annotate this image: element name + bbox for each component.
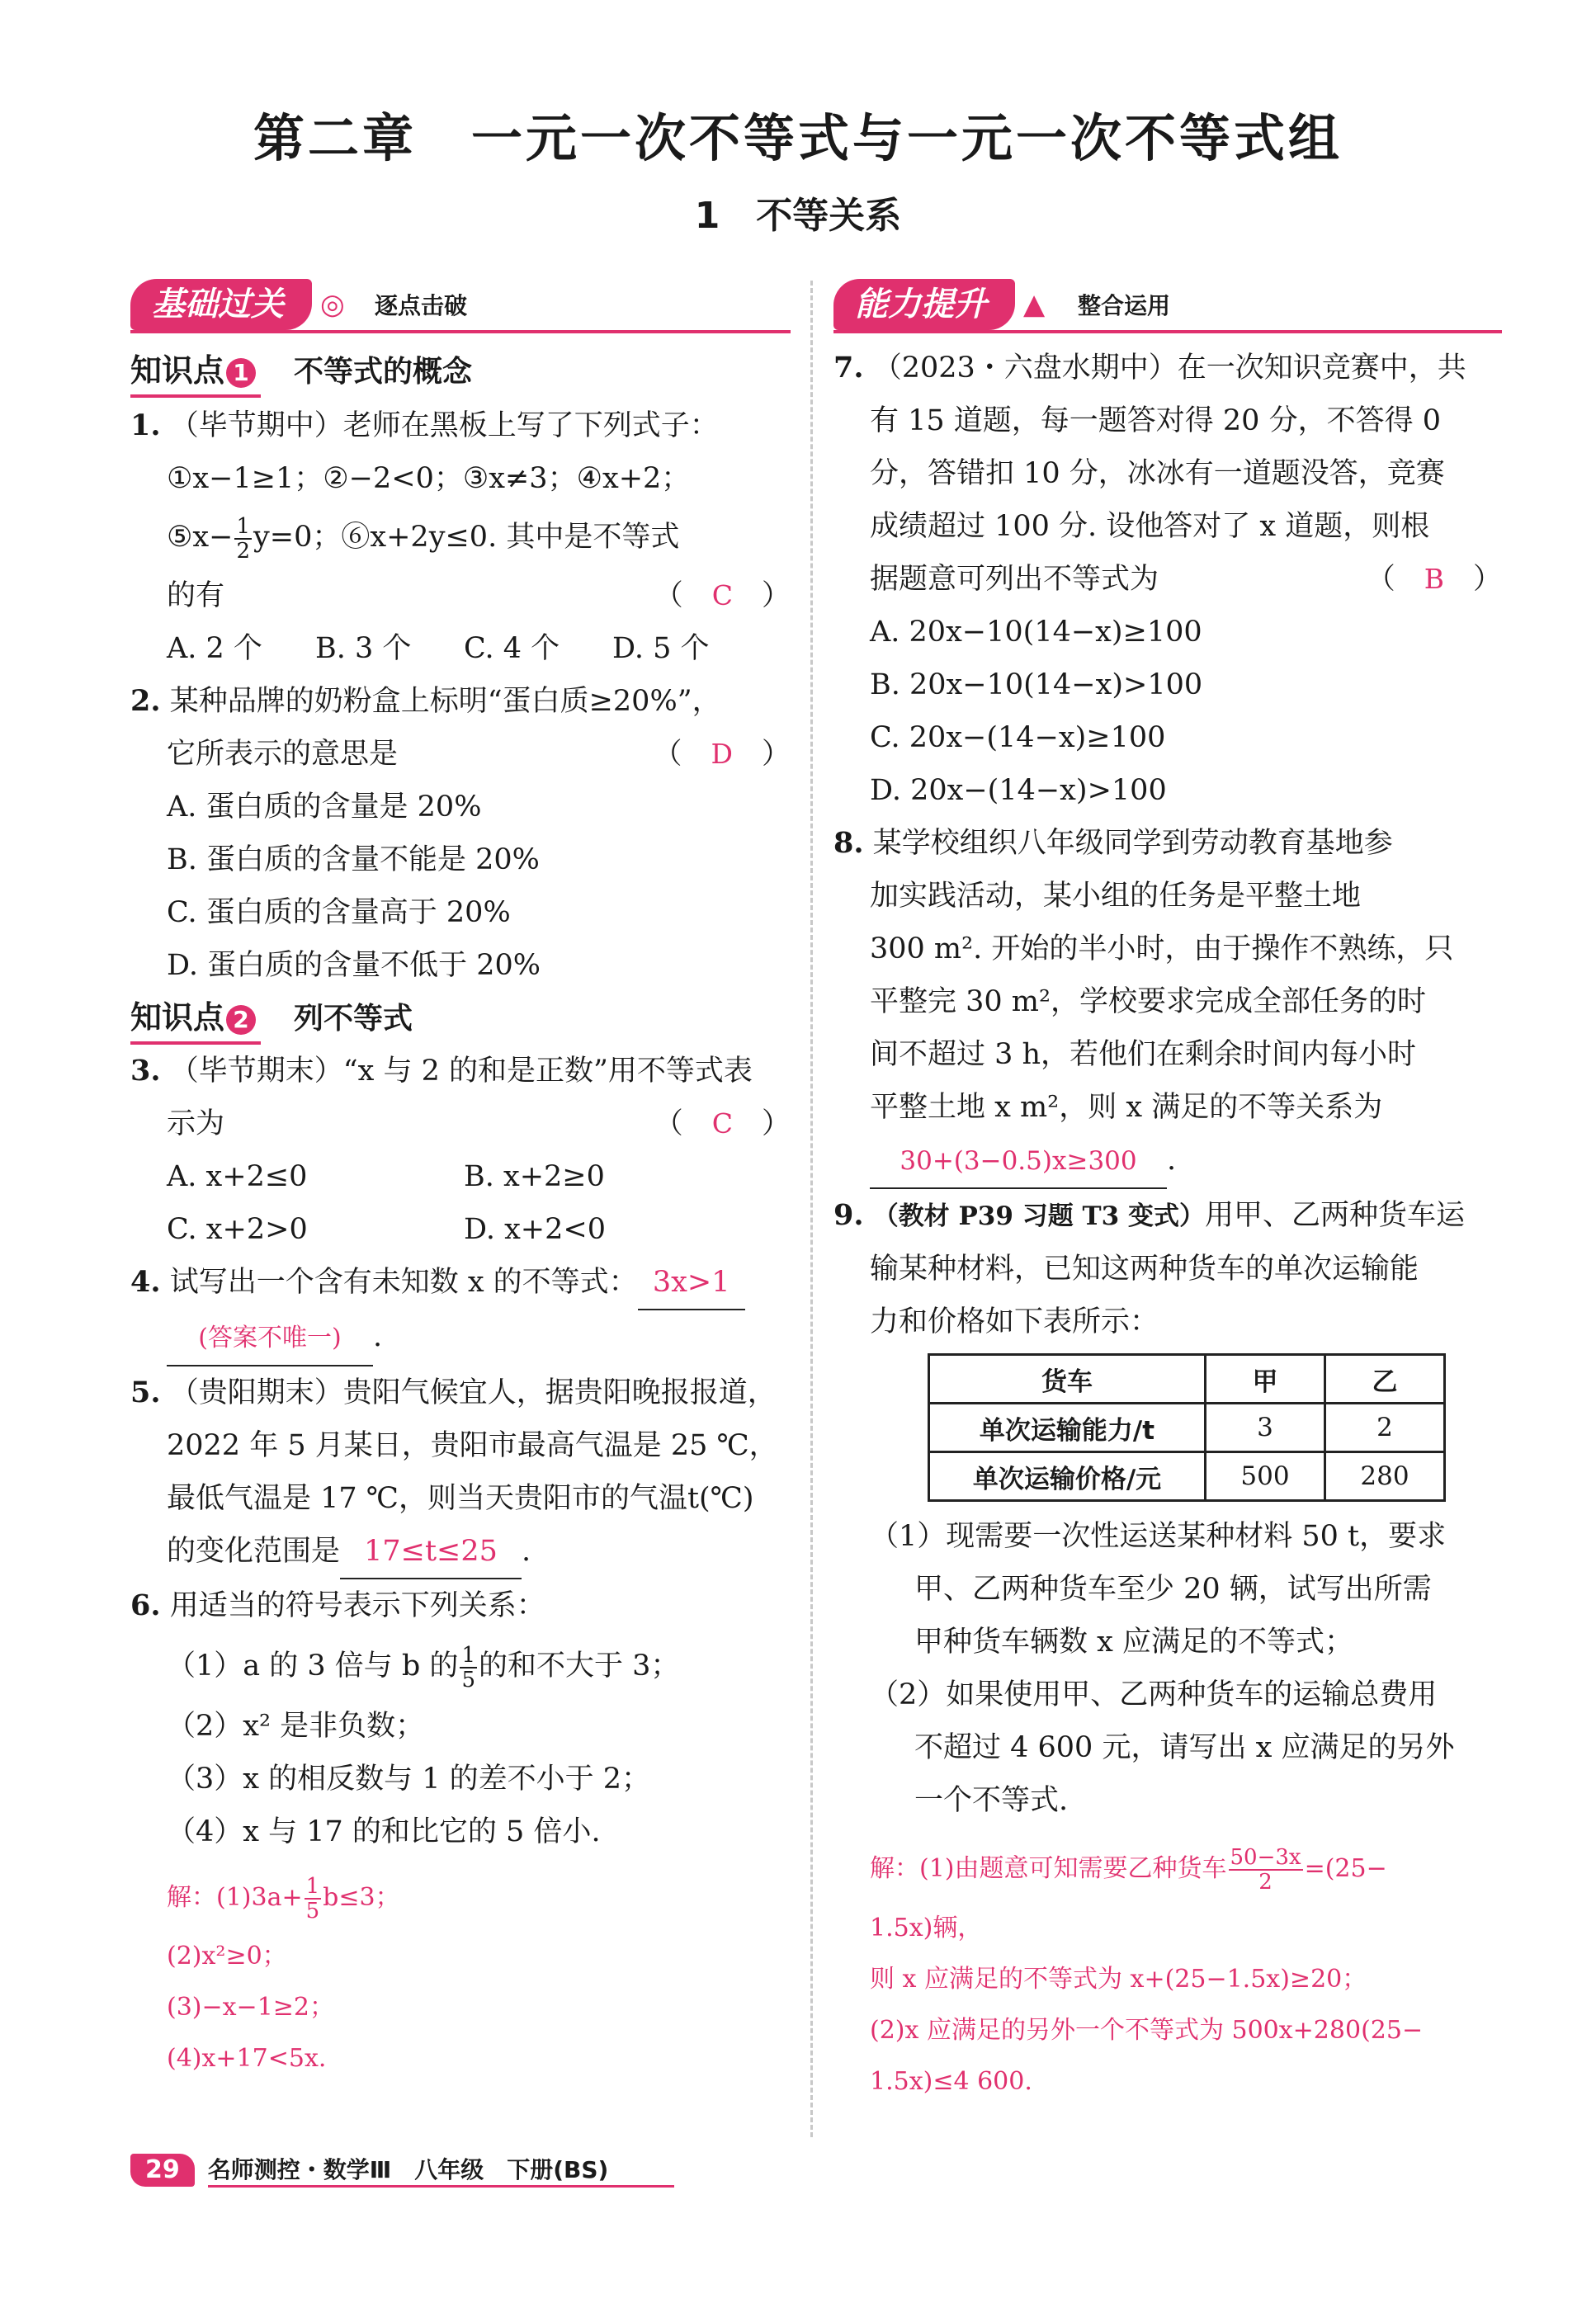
table-cell: 3 (1206, 1404, 1325, 1452)
question-text: 据题意可列出不等式为 (870, 563, 1159, 596)
question-6 (130, 1579, 791, 2084)
option-c: C. 蛋白质的含量高于 20% (167, 896, 511, 929)
chapter-title: 第二章 一元一次不等式与一元一次不等式组 (253, 108, 1343, 168)
question-text: 2022 年 5 月某日，贵阳市最高气温是 25 ℃， (167, 1429, 778, 1462)
answer: C (711, 1107, 733, 1140)
question-text: 用适当的符号表示下列关系： (169, 1589, 545, 1622)
table-header: 甲 (1206, 1355, 1325, 1404)
question-text: ⑤x− (167, 521, 234, 554)
knowledge-point-2 (130, 994, 791, 1041)
answer: 17≤t≤25 (340, 1525, 522, 1579)
question-text: （2）x² 是非负数； (167, 1710, 425, 1743)
question-text: 平整完 30 m²，学校要求完成全部任务的时 (870, 985, 1427, 1018)
sub-question: （2）如果使用甲、乙两种货车的运输总费用 (870, 1678, 1438, 1711)
solution-text: (3)−x−1≥2； (167, 1993, 334, 2022)
knowledge-point-1 (130, 347, 791, 394)
question-text: 力和价格如下表所示： (870, 1305, 1159, 1338)
question-text: ①x−1≥1；②−2<0；③x≠3；④x+2； (167, 462, 691, 495)
sub-question: 一个不等式. (914, 1784, 1069, 1817)
question-text: 分，答错扣 10 分，冰冰有一道题没答，竞赛 (870, 457, 1445, 490)
solution-text: 解：(1)3a+ (167, 1883, 303, 1912)
answer-note: (答案不唯一) (167, 1312, 373, 1366)
question-text: （3）x 的相反数与 1 的差不小于 2； (167, 1763, 651, 1796)
fraction: $\frac{1}{2}$ (236, 513, 250, 564)
question-text: （毕节期中）老师在黑板上写了下列式子： (169, 409, 719, 442)
question-text: 的变化范围是 (167, 1535, 341, 1568)
sub-question: 甲、乙两种货车至少 20 辆，试写出所需 (914, 1573, 1432, 1606)
question-text: 试写出一个含有未知数 x 的不等式： (169, 1266, 638, 1299)
table-cell: 500 (1206, 1452, 1325, 1501)
page-footer (130, 2152, 674, 2190)
sub-question: 不超过 4 600 元，请写出 x 应满足的另外 (914, 1731, 1455, 1764)
table-cell: 单次运输价格/元 (929, 1452, 1206, 1501)
sub-question: 甲种货车辆数 x 应满足的不等式； (914, 1626, 1353, 1659)
table-cell: 280 (1325, 1452, 1445, 1501)
question-text: 用甲、乙两种货车运 (1204, 1199, 1465, 1232)
option-c: C. 20x−(14−x)≥100 (870, 721, 1166, 754)
kp-label: 知识点 (130, 352, 225, 389)
truck-table (928, 1353, 1446, 1502)
footer-text: 名师测控・数学Ⅲ 八年级 下册(BS) (208, 2152, 675, 2188)
option-a: A. 20x−10(14−x)≥100 (870, 616, 1202, 649)
option-b: B. 3 个 (315, 632, 412, 665)
fraction: $\frac{50-3x}{2}$ (1230, 1845, 1301, 1895)
kp-name: 列不等式 (294, 1002, 413, 1036)
question-number: 9. (833, 1198, 864, 1232)
option-d: D. 20x−(14−x)>100 (870, 774, 1167, 807)
options (130, 622, 791, 675)
question-text: 某学校组织八年级同学到劳动教育基地参 (872, 827, 1393, 860)
option-c: C. 4 个 (464, 632, 560, 665)
solution-text: 解：(1)由题意可知需要乙种货车 (870, 1854, 1227, 1883)
kp-label: 知识点 (130, 999, 225, 1036)
question-number: 5. (130, 1376, 161, 1409)
question-1: 1. （毕节期中）老师在黑板上写了下列式子： ①x−1≥1；②−2<0；③x≠3；④x+2； ⑤x− $\frac{1}{2}$ y=0；⑥x+2y≤0. 其中是不等式 的有 （ C ） A. 2 个 B. 3 个 C. 4 个 D. 5 个 (130, 399, 791, 675)
solution-9 (833, 1835, 1502, 1903)
option-a: A. x+2≤0 (167, 1160, 308, 1193)
target-icon: ◎ (320, 288, 345, 321)
kp-number: 2 (226, 1005, 256, 1035)
question-8: 8. 某学校组织八年级同学到劳动教育基地参 加实践活动，某小组的任务是平整土地 300 m². 开始的半小时，由于操作不熟练，只 平整完 30 m²，学校要求完成全部任务的时 间不超过 3 h，若他们在剩余时间内每小时 平整土地 x m²，则 x 满足的不等关系为 30+(3−0.5)x≥300 . (833, 817, 1502, 1189)
question-text: （贵阳期末）贵阳气候宜人，据贵阳晚报报道， (169, 1376, 777, 1409)
answer: C (711, 579, 733, 611)
answer: D (711, 738, 733, 770)
question-text: 最低气温是 17 ℃，则当天贵阳市的气温t(℃) (167, 1482, 754, 1515)
answer: B (1424, 563, 1444, 595)
question-text: （4）x 与 17 的和比它的 5 倍小. (167, 1815, 601, 1848)
page-number: 29 (130, 2154, 195, 2187)
question-3: 3. （毕节期末）“x 与 2 的和是正数”用不等式表 示为 （ C ） A. x+2≤0 B. x+2≥0 C. x+2>0 D. x+2<0 (130, 1045, 791, 1256)
question-text: 300 m². 开始的半小时，由于操作不熟练，只 (870, 932, 1454, 965)
option-d: D. 5 个 (612, 632, 710, 665)
question-text: y=0；⑥x+2y≤0. 其中是不等式 (253, 521, 680, 554)
option-d: D. 蛋白质的含量不低于 20% (167, 949, 541, 982)
question-text: 的和不大于 3； (478, 1650, 680, 1683)
solution-text: =(25− (1304, 1854, 1387, 1883)
question-text: 的有 (167, 579, 225, 612)
question-7: 7. （2023・六盘水期中）在一次知识竞赛中，共 有 15 道题，每一题答对得 20 分，不答得 0 分，答错扣 10 分，冰冰有一道题没答，竞赛 成绩超过 100 分. 设他答对了 x 道题，则根 据题意可列出不等式为 （ B ） A. 20x−10(14−x)≥100 B. 20x−10(14−x)>100 C. 20x−(14−x)≥100 D. 20x−(14−x)>100 (833, 342, 1502, 817)
rocket-icon: ▲ (1023, 288, 1046, 321)
answer: 3x>1 (638, 1256, 745, 1310)
solution-6 (130, 1865, 791, 1931)
fraction: $\frac{1}{5}$ (305, 1874, 320, 1923)
table-cell: 单次运输能力/t (929, 1404, 1206, 1452)
table-header-row (929, 1355, 1445, 1404)
table-cell: 2 (1325, 1404, 1445, 1452)
banner-ability (833, 279, 1502, 333)
option-a: A. 蛋白质的含量是 20% (167, 791, 482, 824)
option-a: A. 2 个 (167, 632, 262, 665)
question-text: 示为 (167, 1107, 225, 1140)
solution-text: (2)x 应满足的另外一个不等式为 500x+280(25− (870, 2016, 1424, 2045)
section-title: 1 不等关系 (694, 195, 902, 237)
question-text: （2023・六盘水期中）在一次知识竞赛中，共 (872, 352, 1466, 385)
solution-text: 1.5x)辆， (870, 1914, 983, 1942)
sub-question: （1）现需要一次性运送某种材料 50 t，要求 (870, 1520, 1447, 1553)
question-text: （1）a 的 3 倍与 b 的 (167, 1650, 459, 1683)
table-header: 乙 (1325, 1355, 1445, 1404)
option-c: C. x+2>0 (167, 1213, 308, 1246)
option-b: B. 20x−10(14−x)>100 (870, 668, 1203, 701)
fraction: $\frac{1}{5}$ (461, 1642, 475, 1692)
option-b: B. 蛋白质的含量不能是 20% (167, 843, 540, 876)
question-4: 4. 试写出一个含有未知数 x 的不等式： 3x>1 (答案不唯一) . (130, 1256, 791, 1366)
banner-sub: 逐点击破 (375, 292, 468, 319)
question-text: 某种品牌的奶粉盒上标明“蛋白质≥20%”， (169, 685, 721, 718)
question-5: 5. （贵阳期末）贵阳气候宜人，据贵阳晚报报道， 2022 年 5 月某日，贵阳市最高气温是 25 ℃， 最低气温是 17 ℃，则当天贵阳市的气温t(℃) 的变化范围是 17≤t≤25 . (130, 1366, 791, 1579)
question-text: 输某种材料，已知这两种货车的单次运输能 (870, 1253, 1419, 1286)
question-text: 加实践活动，某小组的任务是平整土地 (870, 880, 1362, 913)
question-2: 2. 某种品牌的奶粉盒上标明“蛋白质≥20%”， 它所表示的意思是 （ D ） A. 蛋白质的含量是 20% B. 蛋白质的含量不能是 20% C. 蛋白质的含量高于 20% D. 蛋白质的含量不低于 20% (130, 675, 791, 992)
question-source: （教材 P39 习题 T3 变式） (872, 1201, 1205, 1231)
column-divider (810, 281, 813, 2137)
left-column (130, 279, 791, 2084)
question-number: 3. (130, 1054, 161, 1088)
question-number: 4. (130, 1265, 161, 1299)
question-number: 2. (130, 684, 161, 718)
question-text: 它所表示的意思是 (167, 738, 399, 771)
banner-sub: 整合运用 (1078, 292, 1171, 319)
option-d: D. x+2<0 (464, 1213, 606, 1246)
solution-text: 则 x 应满足的不等式为 x+(25−1.5x)≥20； (870, 1965, 1367, 1994)
solution-text: b≤3； (323, 1883, 400, 1912)
banner-label: 能力提升 (833, 279, 1015, 330)
question-number: 6. (130, 1588, 161, 1622)
table-header: 货车 (929, 1355, 1206, 1404)
question-text: 平整土地 x m²，则 x 满足的不等关系为 (870, 1091, 1383, 1124)
table-row (929, 1452, 1445, 1501)
question-text: 有 15 道题，每一题答对得 20 分，不答得 0 (870, 404, 1441, 437)
banner-basic (130, 279, 791, 333)
option-b: B. x+2≥0 (464, 1160, 605, 1193)
question-9 (833, 1189, 1502, 2107)
solution-text: 1.5x)≤4 600. (870, 2067, 1032, 2096)
question-number: 8. (833, 826, 864, 860)
question-text: 间不超过 3 h，若他们在剩余时间内每小时 (870, 1038, 1417, 1071)
answer: 30+(3−0.5)x≥300 (870, 1135, 1167, 1189)
question-number: 1. (130, 408, 161, 442)
table-row (929, 1404, 1445, 1452)
question-text: （毕节期末）“x 与 2 的和是正数”用不等式表 (169, 1055, 753, 1088)
solution-text: (4)x+17<5x. (167, 2044, 327, 2073)
question-text: 成绩超过 100 分. 设他答对了 x 道题，则根 (870, 510, 1430, 543)
solution-text: (2)x²≥0； (167, 1942, 287, 1971)
right-column (833, 279, 1502, 2107)
kp-name: 不等式的概念 (294, 355, 473, 389)
kp-number: 1 (226, 358, 256, 388)
banner-label: 基础过关 (130, 279, 312, 330)
question-number: 7. (833, 351, 864, 385)
